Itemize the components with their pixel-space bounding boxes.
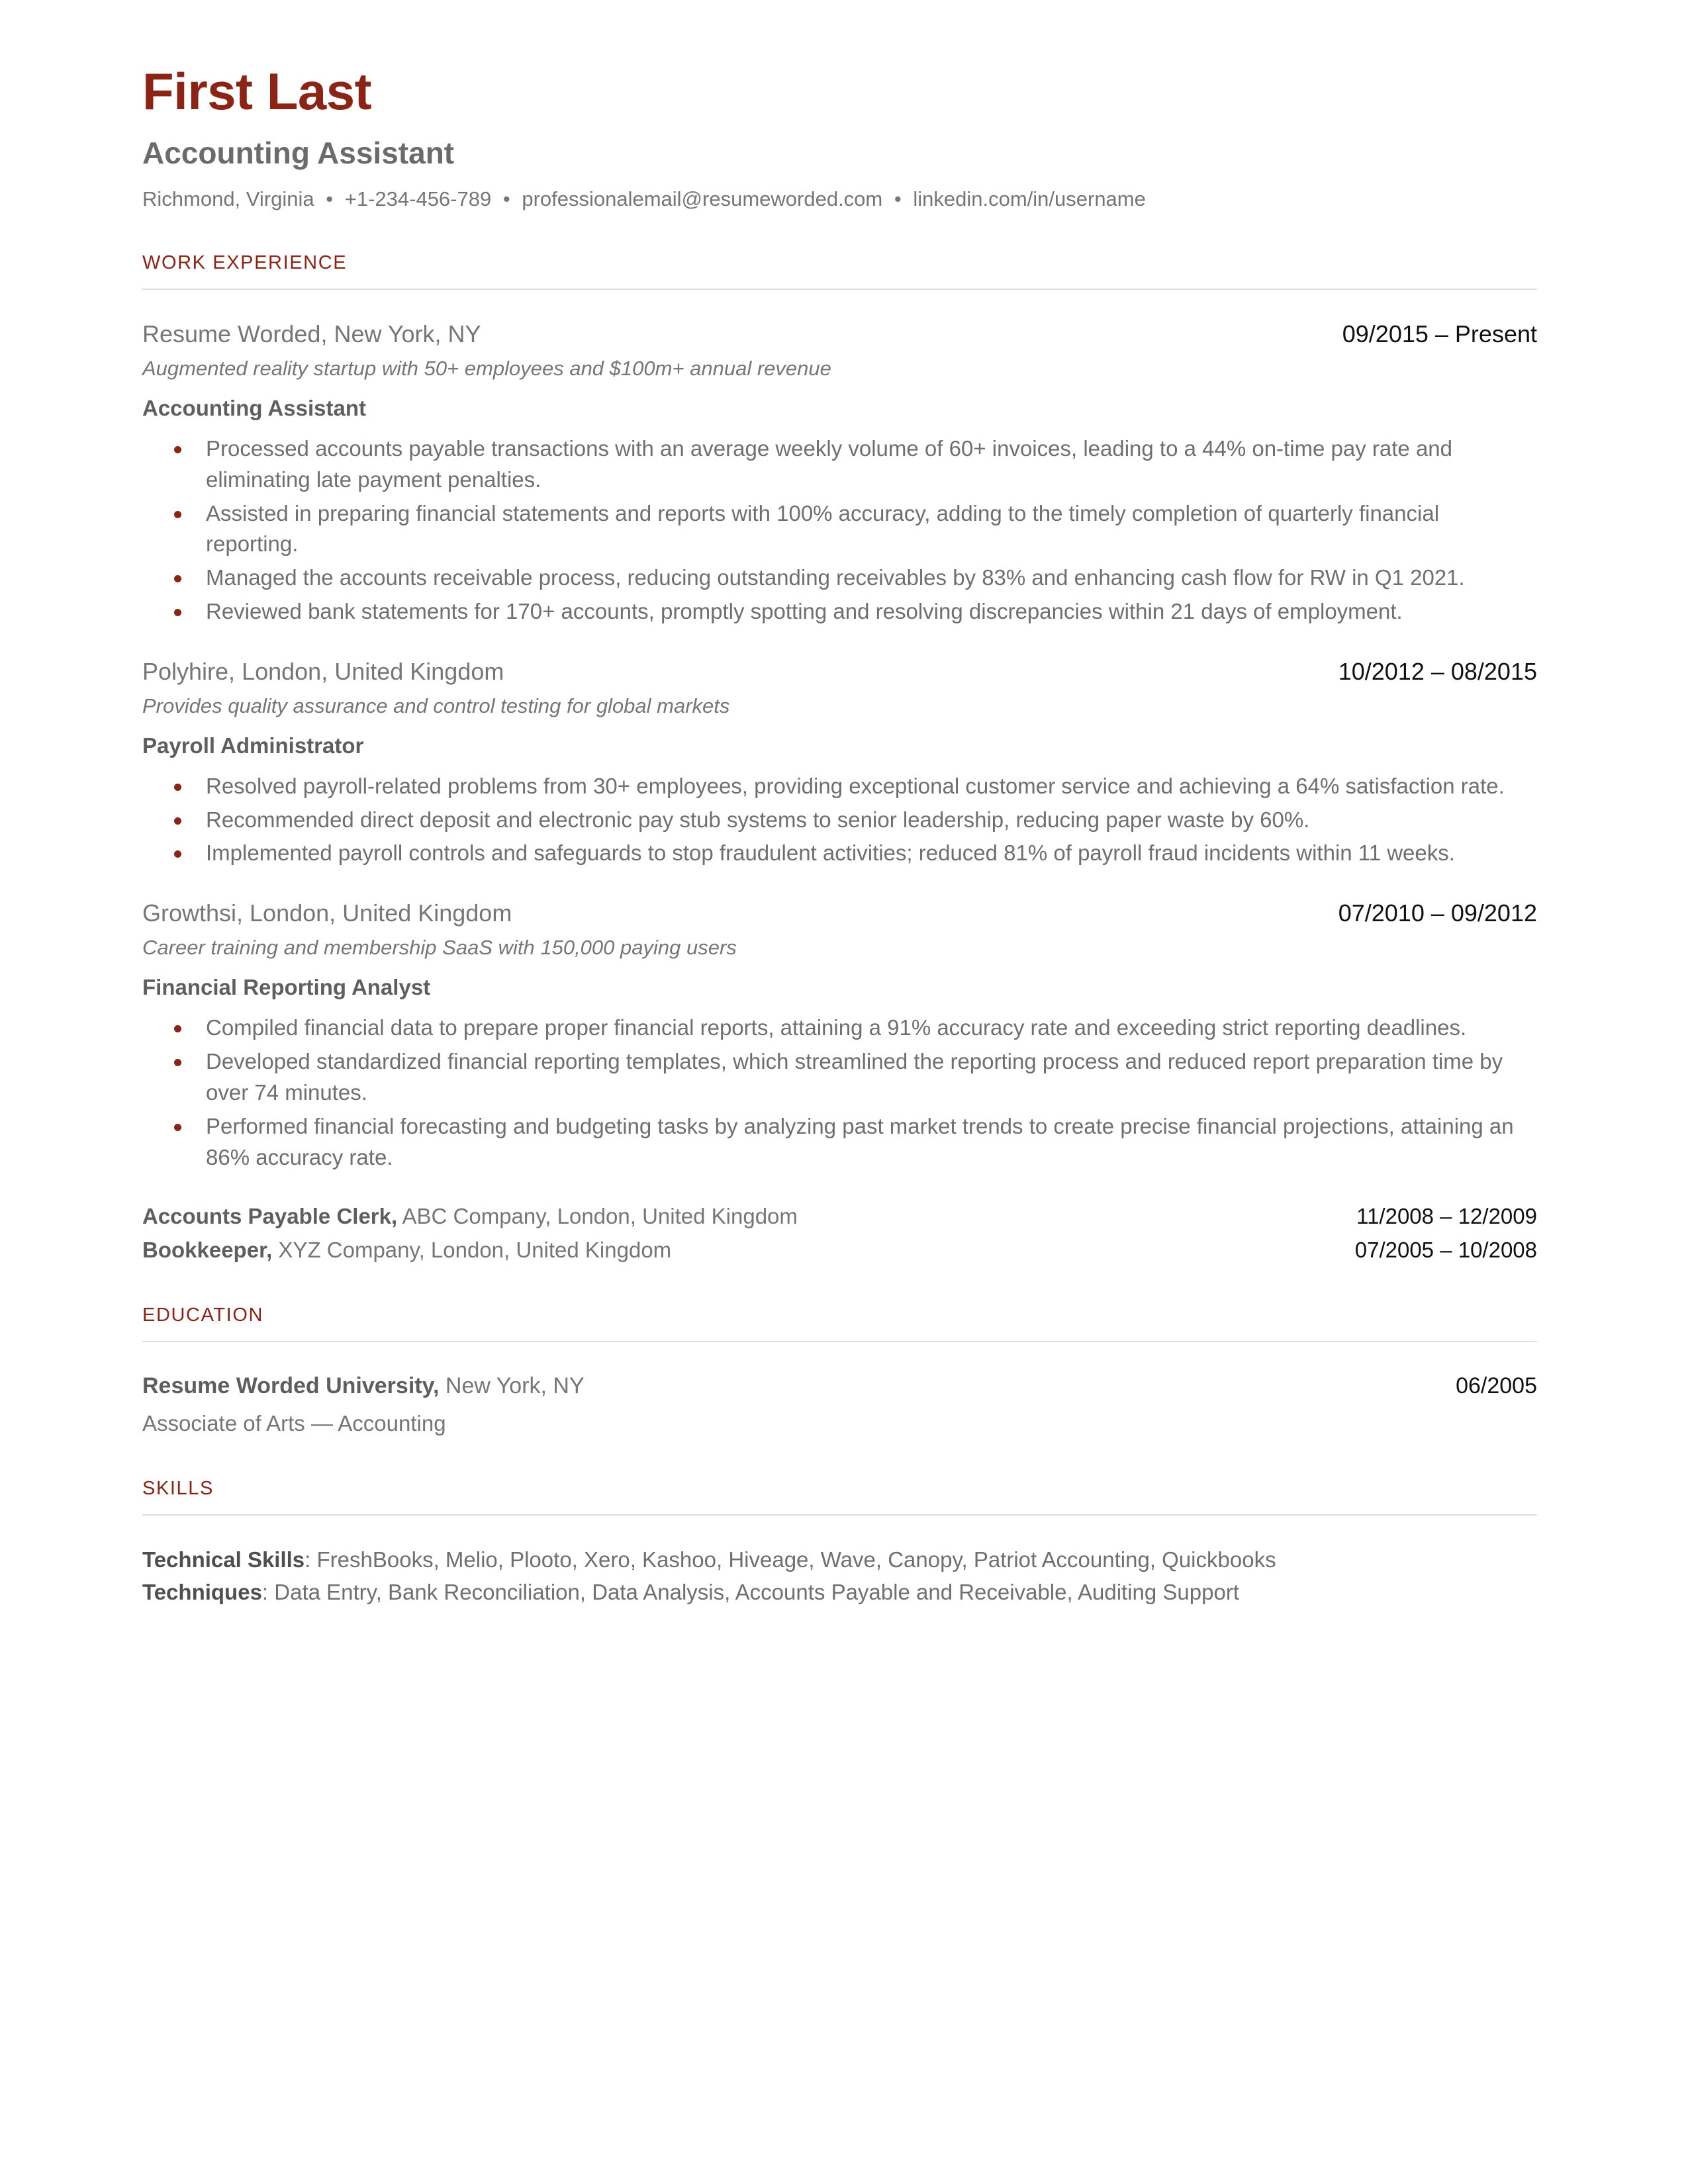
education-entry (142, 1371, 1537, 1438)
compact-role-row (142, 1236, 1537, 1265)
resume-header (142, 64, 1537, 212)
compact-role-text (142, 1202, 798, 1232)
compact-role-text (142, 1236, 671, 1265)
education-date: 06/2005 (1456, 1373, 1537, 1399)
work-date-range: 09/2015 – Present (1342, 320, 1537, 348)
compact-role-title: Bookkeeper, (142, 1237, 273, 1262)
contact-location: Richmond, Virginia (142, 187, 314, 210)
work-bullet: Processed accounts payable transactions with an average weekly volume of 60+ invoices, leading to a 44% on-time pay rate and eliminating late payment penalties. (142, 433, 1537, 496)
section-education (142, 1306, 1537, 1438)
work-entry (142, 898, 1537, 1173)
compact-role-detail: XYZ Company, London, United Kingdom (272, 1237, 672, 1262)
work-entry-header (142, 657, 1537, 686)
work-role-title: Accounting Assistant (142, 395, 366, 420)
section-title-skills: SKILLS (142, 1478, 214, 1500)
section-divider-education (142, 1341, 1537, 1342)
work-entry (142, 319, 1537, 627)
work-company-tagline: Augmented reality startup with 50+ employees and $100m+ annual revenue (142, 357, 831, 381)
section-divider-work (142, 289, 1537, 290)
contact-line (142, 186, 1537, 212)
work-entry (142, 657, 1537, 869)
education-degree: Associate of Arts — Accounting (142, 1410, 446, 1435)
work-organization: Polyhire, London, United Kingdom (142, 658, 504, 686)
work-date-range: 10/2012 – 08/2015 (1338, 658, 1537, 686)
candidate-headline: Accounting Assistant (142, 136, 455, 171)
compact-role-row (142, 1202, 1537, 1232)
work-role-title: Financial Reporting Analyst (142, 975, 431, 1000)
section-title-work: WORK EXPERIENCE (142, 252, 348, 274)
contact-separator-1: • (326, 187, 334, 210)
contact-separator-2: • (502, 187, 510, 210)
work-bullet-list (142, 1013, 1537, 1173)
compact-role-detail: ABC Company, London, United Kingdom (397, 1204, 798, 1229)
work-bullet: Recommended direct deposit and electronic pay stub systems to senior leadership, reducing paper waste by 60%. (142, 805, 1537, 836)
skill-category-values: : FreshBooks, Melio, Plooto, Xero, Kashoo, Hiveage, Wave, Canopy, Patriot Accounting, Quickbooks (305, 1547, 1276, 1572)
work-bullet: Managed the accounts receivable process, reducing outstanding receivables by 83% and enhancing cash flow for RW in Q1 2021. (142, 563, 1537, 594)
contact-phone[interactable]: +1-234-456-789 (344, 187, 492, 210)
contact-separator-3: • (894, 187, 902, 210)
skill-line (142, 1545, 1537, 1576)
work-company-tagline: Provides quality assurance and control testing for global markets (142, 694, 730, 718)
work-date-range: 07/2010 – 09/2012 (1338, 899, 1537, 927)
work-bullet: Implemented payroll controls and safeguards to stop fraudulent activities; reduced 81% of payroll fraud incidents within 11 weeks. (142, 838, 1537, 869)
compact-role-title: Accounts Payable Clerk, (142, 1204, 398, 1229)
skill-category-values: : Data Entry, Bank Reconciliation, Data Analysis, Accounts Payable and Receivable, Auditing Support (261, 1580, 1239, 1605)
education-school-name: Resume Worded University, (142, 1373, 440, 1399)
education-school (142, 1371, 585, 1400)
work-entry-header (142, 319, 1537, 349)
section-title-education: EDUCATION (142, 1304, 264, 1326)
work-company-tagline: Career training and membership SaaS with 150,000 paying users (142, 936, 737, 960)
work-bullet: Developed standardized financial reporting templates, which streamlined the reporting process and reduced report preparation time by over 74 minutes. (142, 1046, 1537, 1109)
education-entry-header (142, 1371, 1537, 1400)
work-bullet: Resolved payroll-related problems from 30+ employees, providing exceptional customer service and achieving a 64% satisfaction rate. (142, 771, 1537, 802)
contact-linkedin[interactable]: linkedin.com/in/username (913, 187, 1146, 210)
work-bullet: Assisted in preparing financial statements and reports with 100% accuracy, adding to the timely completion of quarterly financial reporting. (142, 498, 1537, 561)
skill-category-label: Technical Skills (142, 1547, 305, 1572)
work-organization: Resume Worded, New York, NY (142, 320, 481, 348)
education-school-location: New York, NY (439, 1373, 585, 1399)
skills-body (142, 1545, 1537, 1608)
work-bullet: Performed financial forecasting and budgeting tasks by analyzing past market trends to create precise financial projections, attaining an 86% accuracy rate. (142, 1111, 1537, 1173)
candidate-name: First Last (142, 62, 372, 120)
section-divider-skills (142, 1514, 1537, 1516)
skill-category-label: Techniques (142, 1580, 262, 1605)
work-bullet-list (142, 771, 1537, 870)
work-bullet-list (142, 433, 1537, 627)
work-entry-header (142, 898, 1537, 928)
compact-role-date: 11/2008 – 12/2009 (1356, 1204, 1537, 1229)
section-work-experience (142, 253, 1537, 1265)
work-organization: Growthsi, London, United Kingdom (142, 899, 512, 927)
work-bullet: Compiled financial data to prepare proper financial reports, attaining a 91% accuracy rate and exceeding strict reporting deadlines. (142, 1013, 1537, 1044)
contact-email[interactable]: professionalemail@resumeworded.com (522, 187, 883, 210)
skill-line (142, 1577, 1537, 1608)
compact-role-list (142, 1202, 1537, 1265)
compact-role-date: 07/2005 – 10/2008 (1354, 1237, 1537, 1262)
section-skills (142, 1479, 1537, 1608)
work-bullet: Reviewed bank statements for 170+ accounts, promptly spotting and resolving discrepancies within 21 days of employment. (142, 596, 1537, 627)
work-role-title: Payroll Administrator (142, 733, 364, 758)
